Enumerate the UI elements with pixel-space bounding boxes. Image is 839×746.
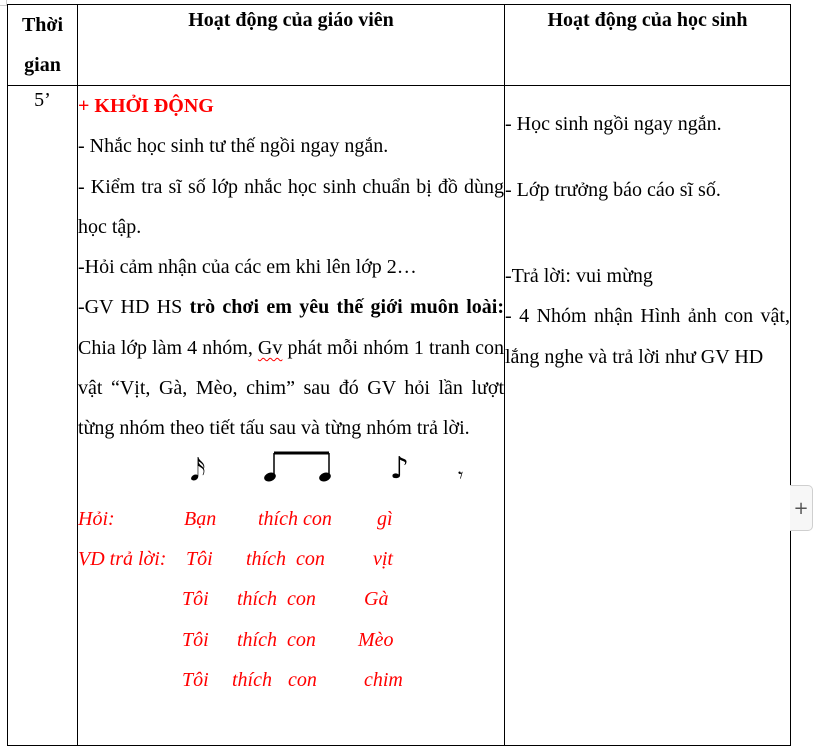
plus-icon: + bbox=[793, 497, 809, 519]
rhythm-notation bbox=[78, 449, 504, 499]
question-line bbox=[78, 499, 504, 539]
header-time-line1: Thời bbox=[21, 14, 64, 36]
answer-line bbox=[78, 620, 504, 660]
answer-line bbox=[78, 579, 504, 619]
game-text: Chia lớp làm 4 nhóm, bbox=[78, 336, 258, 359]
question-label: Hỏi: bbox=[78, 507, 115, 530]
student-activity-cell[interactable] bbox=[505, 86, 791, 746]
game-text: phát mỗi nhóm 1 tranh con vật “Vịt, Gà, Mèo, chim” sau đó GV hỏi lần lượt từng nhóm theo tiết tấu sau và từng nhóm trả lời. bbox=[78, 336, 505, 440]
teacher-activity-cell[interactable] bbox=[78, 86, 505, 746]
lyric-word: thích con bbox=[237, 588, 316, 611]
header-time bbox=[8, 5, 78, 86]
lyric-word: Mèo bbox=[358, 628, 394, 651]
header-row bbox=[8, 5, 791, 86]
header-time-line2: gian bbox=[24, 54, 61, 76]
eighth-rest-icon: 𝄾 bbox=[458, 462, 464, 487]
lesson-plan-table bbox=[7, 4, 791, 746]
lyric-word: thích bbox=[232, 668, 272, 691]
teacher-line: - Nhắc học sinh tư thế ngồi ngay ngắn. bbox=[78, 135, 389, 158]
lyric-word: thích con bbox=[258, 507, 332, 530]
lyric-word: thích con bbox=[237, 628, 316, 651]
lyric-word: gì bbox=[377, 507, 393, 530]
lyric-word: Gà bbox=[364, 588, 389, 611]
student-line: - Học sinh ngồi ngay ngắn. bbox=[505, 113, 722, 135]
time-cell: 5’ bbox=[8, 86, 78, 746]
student-line: - Lớp trưởng báo cáo sĩ số. bbox=[505, 179, 721, 201]
teacher-line: -Hỏi cảm nhận của các em khi lên lớp 2… bbox=[78, 256, 417, 279]
beamed-eighth-notes-icon bbox=[264, 449, 340, 497]
sixteenth-note-icon: 𝅘𝅥𝅯 bbox=[190, 452, 206, 488]
answer-line bbox=[78, 539, 504, 579]
game-name: trò chơi em yêu thế giới muôn loài: bbox=[189, 296, 504, 319]
answer-label: VD trả lời: bbox=[78, 547, 167, 570]
spellcheck-word[interactable]: Gv bbox=[257, 336, 283, 359]
lyric-word: Tôi bbox=[182, 628, 209, 651]
lyric-word: Bạn bbox=[184, 507, 217, 530]
lyric-word: Tôi bbox=[182, 668, 209, 691]
lyric-word: Tôi bbox=[182, 588, 209, 611]
eighth-note-icon: ♪ bbox=[390, 450, 410, 486]
student-line: - 4 Nhóm nhận Hình ảnh con vật, lắng nghe và trả lời như GV HD bbox=[505, 305, 790, 368]
lyric-word: vịt bbox=[373, 547, 393, 570]
header-teacher: Hoạt động của giáo viên bbox=[78, 5, 505, 86]
game-paragraph bbox=[78, 287, 504, 448]
section-title: + KHỞI ĐỘNG bbox=[78, 95, 214, 117]
lyric-word: thích con bbox=[246, 547, 325, 570]
table-row bbox=[8, 86, 791, 746]
page-corner-marker bbox=[0, 0, 7, 6]
teacher-line: - Kiểm tra sĩ số lớp nhắc học sinh chuẩn bị đồ dùng học tập. bbox=[78, 175, 504, 238]
header-student: Hoạt động của học sinh bbox=[505, 5, 791, 86]
add-row-button[interactable] bbox=[790, 485, 813, 531]
student-line: -Trả lời: vui mừng bbox=[505, 265, 653, 287]
answer-line bbox=[78, 660, 504, 700]
lyric-word: con bbox=[288, 668, 317, 691]
lyric-word: chim bbox=[364, 668, 403, 691]
game-prefix: -GV HD HS bbox=[78, 296, 190, 319]
lyric-word: Tôi bbox=[186, 547, 213, 570]
